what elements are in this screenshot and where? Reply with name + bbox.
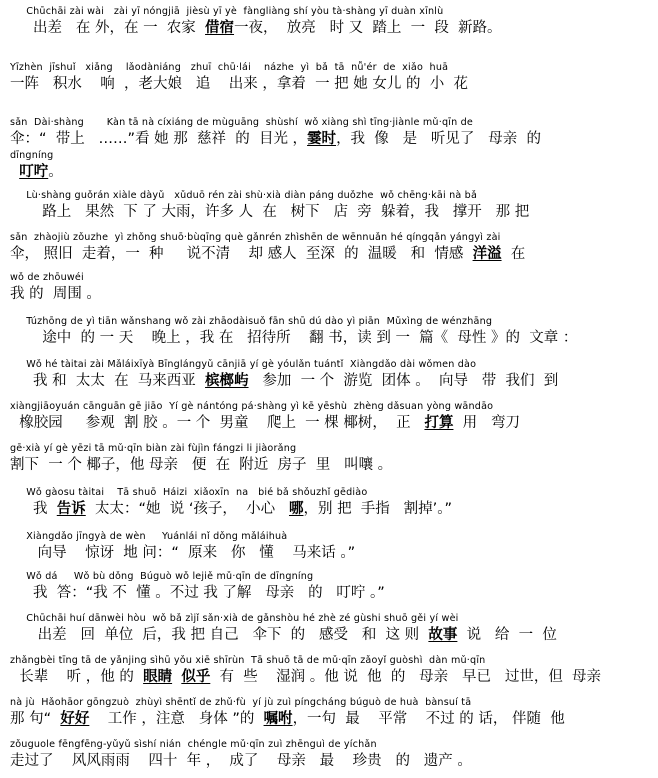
highlighted-word: 故事 [428, 627, 458, 643]
text-line [10, 232, 650, 269]
highlighted-word: 哪 [288, 501, 304, 517]
pinyin-line: zǒuguole fēngfēng-yǔyǔ sìshí nián chéngle mǔ·qīn zuì zhēnguì de yíchǎn [10, 739, 377, 750]
pinyin-line: xiàngjiāoyuán cānguān gē jiāo Yí gè nántóng pá·shàng yì kē yēshù zhèng dǎsuan yòng wāndāo [10, 401, 494, 412]
hanzi-segment: 一阵 积水 响 ，老大娘 追 出来 ，拿着 一 把 她 女儿 的 小 花 [10, 76, 468, 92]
hanzi-line [10, 668, 650, 686]
hanzi-line [10, 414, 650, 432]
hanzi-segment: 我 [10, 501, 57, 517]
pinyin-line: Wǒ dá Wǒ bù dǒng Búguò wǒ lejiě mǔ·qīn de dīngníng [10, 571, 314, 582]
highlighted-word: 眼睛 [143, 669, 173, 685]
highlighted-word: 叮咛 [19, 164, 49, 180]
hanzi-line [10, 75, 650, 93]
highlighted-word: 洋溢 [472, 246, 502, 262]
hanzi-line [10, 372, 650, 390]
hanzi-segment: ，别 把 手指 割掉’。” [303, 501, 453, 517]
hanzi-segment: 参加 一 个 游览 团体 。 向导 带 我们 到 [248, 373, 559, 389]
hanzi-line [10, 752, 650, 770]
hanzi-segment: 有 些 湿润 。他 说 他 的 母亲 早已 过世，但 母亲 [210, 669, 602, 685]
hanzi-line [10, 500, 650, 518]
hanzi-segment: 向导 惊讶 地 问：“ 原来 你 懂 马来话 。” [10, 545, 356, 561]
pinyin-line: wǒ de zhōuwéi [10, 272, 84, 283]
hanzi-segment: 。 [48, 164, 63, 180]
highlighted-word: 打算 [424, 415, 454, 431]
pinyin-line: Túzhōng de yì tiān wǎnshang wǒ zài zhāodàisuǒ fān shū dú dào yì piān Mǔxìng de wénzhāng [10, 316, 493, 327]
hanzi-line [10, 584, 650, 602]
hanzi-segment: 我 和 太太 在 马来西亚 [10, 373, 206, 389]
pinyin-line: gē·xià yí gè yēzi tā mǔ·qīn biàn zài fùjìn fángzi li jiàorǎng [10, 443, 297, 454]
hanzi-segment: 长辈 听 ，他 的 [10, 669, 144, 685]
hanzi-segment: ，我 像 是 听见了 母亲 的 [336, 131, 541, 147]
pinyin-line: Yīzhèn jīshuǐ xiǎng lǎodàniáng zhuī chū·lái názhe yì bǎ tā nǚ'ér de xiǎo huā [10, 62, 449, 73]
hanzi-line [10, 130, 650, 148]
hanzi-line [10, 285, 650, 303]
pinyin-line: sǎn zhàojiù zǒuzhe yì zhǒng shuō·bùqīng què gǎnrén zhìshēn de wēnnuǎn hé qíngqǎn yángyì zài [10, 232, 501, 243]
hanzi-line [10, 163, 650, 181]
hanzi-segment [172, 669, 181, 685]
pinyin-line: nà jù Hǎohāor gōngzuò zhùyì shēntǐ de zhǔ·fù yí jù zuì píngcháng búguò de huà bànsuí tā [10, 697, 472, 708]
hanzi-segment: 途中 的 一 天 晚上 ，我 在 招待所 翻 书，读 到 一 篇《 母性 》的 文章 ： [10, 330, 578, 346]
text-line [10, 571, 650, 608]
hanzi-line [10, 710, 650, 728]
hanzi-segment: 太太：“她 说 ‘孩子， 小心 [85, 501, 289, 517]
hanzi-segment: 橡胶园 参观 割 胶 。一 个 男童 爬上 一 棵 椰树， 正 [10, 415, 425, 431]
hanzi-line [10, 456, 650, 474]
hanzi-segment: 说 给 一 位 [457, 627, 557, 643]
pinyin-line: Wǒ hé tàitai zài Mǎláixīyà Bīnglángyǔ cānjiā yí gè yóulǎn tuántǐ Xiàngdǎo dài wǒmen dào [10, 359, 477, 370]
hanzi-segment: ，一句 最 平常 不过 的 话， 伴随 他 [292, 711, 565, 727]
text-line [10, 6, 650, 43]
pinyin-line: Wǒ gàosu tàitai Tā shuō Háizi xiǎoxīn na bié bǎ shǒuzhǐ gēdiào [10, 487, 368, 498]
text-line [10, 613, 650, 650]
hanzi-segment: 伞， 照旧 走着，一 种 说不清 却 感人 至深 的 温暖 和 情感 [10, 246, 473, 262]
hanzi-line [10, 329, 650, 347]
pinyin-line: zhǎngbèi tīng tā de yǎnjing sìhū yǒu xiē shīrùn Tā shuō tā de mǔ·qīn zǎoyǐ guòshì dàn mǔ·qīn [10, 655, 486, 666]
text-line [10, 655, 650, 692]
text-line [10, 190, 650, 227]
text-line [10, 150, 650, 187]
hanzi-segment [10, 164, 19, 180]
highlighted-word: 嘱咐 [263, 711, 293, 727]
hanzi-line [10, 203, 650, 221]
highlighted-word: 好好 [60, 711, 90, 727]
text-line [10, 316, 650, 353]
hanzi-segment: 路上 果然 下 了 大雨，许多 人 在 树下 店 旁 躲着，我 撑开 那 把 [10, 204, 530, 220]
hanzi-segment: 一夜， 放亮 时 又 踏上 一 段 新路。 [234, 20, 502, 36]
hanzi-line [10, 19, 650, 37]
pinyin-line: sǎn Dài·shàng Kàn tā nà cíxiáng de mùguāng shùshí wǒ xiàng shì tīng·jiànle mǔ·qīn de [10, 117, 474, 128]
hanzi-line [10, 626, 650, 644]
text-line [10, 272, 650, 309]
highlighted-word: 霎时 [307, 131, 337, 147]
text-line [10, 443, 650, 480]
hanzi-segment: 用 弯刀 [453, 415, 520, 431]
hanzi-segment: 我 答：“我 不 懂 。不过 我 了解 母亲 的 叮咛 。” [10, 585, 385, 601]
hanzi-segment: 我 的 周围 。 [10, 286, 101, 302]
hanzi-segment: 走过了 风风雨雨 四十 年 ， 成了 母亲 最 珍贵 的 遗产 。 [10, 753, 472, 769]
text-line [10, 697, 650, 734]
highlighted-word: 借宿 [205, 20, 235, 36]
text-line [10, 359, 650, 396]
hanzi-line [10, 245, 650, 263]
hanzi-segment: 工作 ，注意 身体 ”的 [89, 711, 264, 727]
hanzi-segment: 在 [501, 246, 526, 262]
hanzi-segment: 那 句“ [10, 711, 61, 727]
hanzi-segment: 割下 一 个 椰子，他 母亲 便 在 附近 房子 里 叫嚷 。 [10, 457, 393, 473]
pinyin-line: dīngníng [10, 150, 54, 161]
hanzi-segment: 出差 回 单位 后，我 把 自己 伞下 的 感受 和 这 则 [10, 627, 429, 643]
pinyin-line: Xiàngdǎo jīngyà de wèn Yuánlái nǐ dǒng mǎláihuà [10, 531, 288, 542]
pinyin-line: Chūchāi huí dānwèi hòu wǒ bǎ zìjǐ sǎn·xià de gǎnshòu hé zhè zé gùshi shuō gěi yí wèi [10, 613, 459, 624]
hanzi-line [10, 544, 650, 562]
highlighted-word: 告诉 [56, 501, 86, 517]
pinyin-line: Lù·shàng guǒrán xiàle dàyǔ xǔduō rén zài shù·xià diàn páng duǒzhe wǒ chēng·kāi nà bǎ [10, 190, 478, 201]
pinyin-line: Chūchāi zài wài zài yī nóngjiā jièsù yī yè fàngliàng shí yòu tà·shàng yī duàn xīnlù [10, 6, 444, 17]
highlighted-word: 槟榔屿 [205, 373, 249, 389]
text-line [10, 487, 650, 524]
text-line [10, 62, 650, 99]
hanzi-segment: 出差 在 外，在 一 农家 [10, 20, 206, 36]
hanzi-segment: 伞：“ 带上 ……”看 她 那 慈祥 的 目光 ， [10, 131, 308, 147]
highlighted-word: 似乎 [181, 669, 211, 685]
text-line [10, 531, 650, 568]
text-line [10, 117, 650, 154]
text-line [10, 401, 650, 438]
text-line [10, 739, 650, 776]
